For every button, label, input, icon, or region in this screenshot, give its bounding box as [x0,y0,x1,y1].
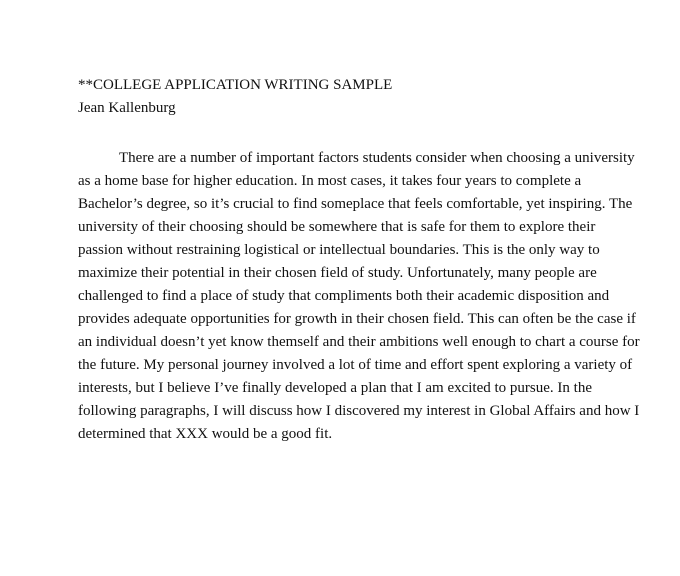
paragraph-line: an individual doesn’t yet know themself and their ambitions well enough to chart a course for [78,334,640,350]
essay-paragraph [78,147,638,446]
paragraph-line: maximize their potential in their chosen field of study. Unfortunately, many people are [78,265,597,281]
paragraph-line: university of their choosing should be somewhere that is safe for them to explore their [78,219,596,235]
paragraph-line: determined that XXX would be a good fit. [78,426,333,442]
paragraph-line: the future. My personal journey involved a lot of time and effort spent exploring a variety of [78,357,633,373]
paragraph-line: following paragraphs, I will discuss how I discovered my interest in Global Affairs and how I [78,403,640,419]
document-title: **COLLEGE APPLICATION WRITING SAMPLE [78,77,393,93]
paragraph-line: Bachelor’s degree, so it’s crucial to find someplace that feels comfortable, yet inspiring. The [78,196,633,212]
document-header [78,74,638,120]
paragraph-line: provides adequate opportunities for growth in their chosen field. This can often be the case if [78,311,636,327]
author-name: Jean Kallenburg [78,100,176,116]
paragraph-line: passion without restraining logistical or intellectual boundaries. This is the only way to [78,242,600,258]
paragraph-line: as a home base for higher education. In most cases, it takes four years to complete a [78,173,582,189]
paragraph-line: There are a number of important factors students consider when choosing a university [119,150,635,166]
paragraph-line: interests, but I believe I’ve finally developed a plan that I am excited to pursue. In the [78,380,592,396]
paragraph-line: challenged to find a place of study that compliments both their academic disposition and [78,288,610,304]
